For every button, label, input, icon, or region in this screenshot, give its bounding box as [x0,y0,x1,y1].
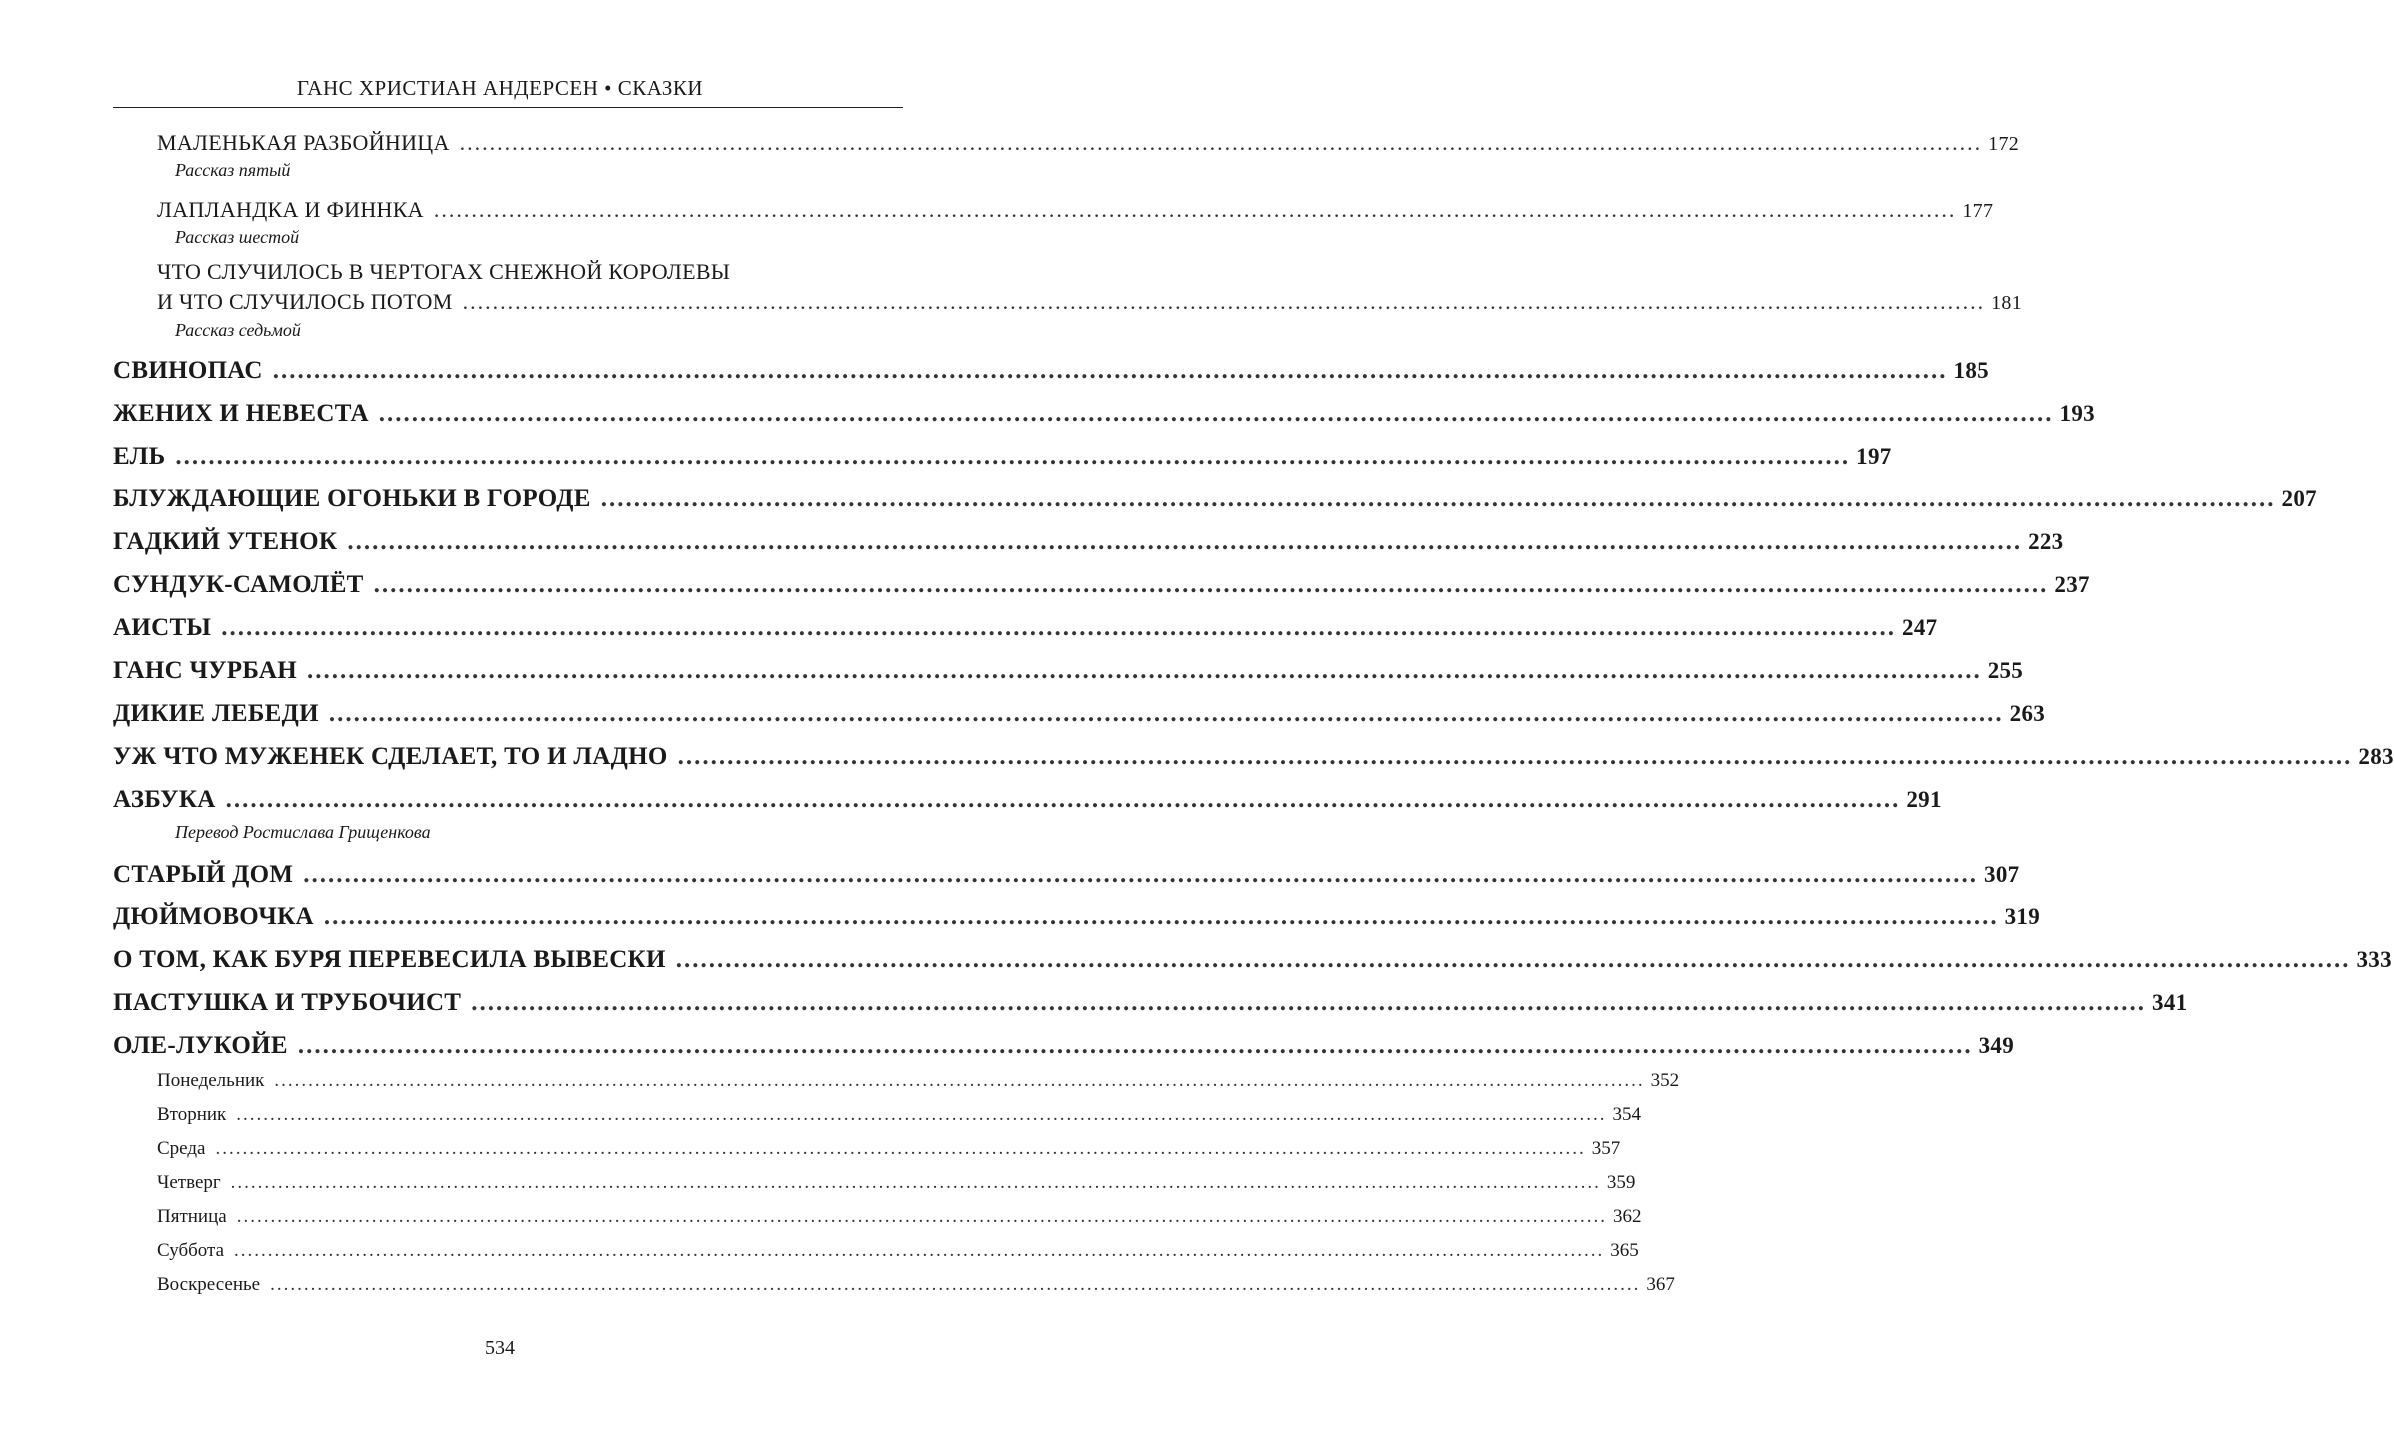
leader-dots: ........................................................................................................................................................................................................... [272,357,1948,384]
toc-day-page: 357 [1591,1138,1621,1159]
leader-dots: ........................................................................................................................................................................................................... [328,700,2004,727]
toc-entry[interactable] [113,989,2188,1017]
toc-entry-title: ЕЛЬ [113,443,166,470]
toc-entry-page: 341 [2152,990,2188,1015]
toc-subentry-note: Рассказ шестой [175,227,300,247]
toc-subentry[interactable] [157,289,2022,315]
toc-subentry-page: 172 [1988,133,2020,155]
leader-dots: ........................................................................................................................................................................................................... [306,657,1982,684]
toc-entry-title: ДИКИЕ ЛЕБЕДИ [113,700,319,727]
toc-day-page: 354 [1612,1104,1642,1125]
toc-entry[interactable] [113,946,2392,974]
toc-entry-page: 283 [2358,744,2394,769]
toc-entry-page: 207 [2281,486,2317,511]
leader-dots: ........................................................................................................................................................................................................... [270,1274,1641,1295]
toc-day-entry[interactable] [157,1274,1675,1296]
toc-day-page: 359 [1606,1172,1636,1193]
running-header: ГАНС ХРИСТИАН АНДЕРСЕН • СКАЗКИ [296,76,704,100]
leader-dots: ........................................................................................................................................................................................................... [347,528,2023,555]
leader-dots: ........................................................................................................................................................................................................... [225,786,1901,813]
toc-day-title: Понедельник [157,1070,265,1091]
toc-entry[interactable] [113,571,2090,599]
toc-entry[interactable] [113,528,2064,556]
toc-entry[interactable] [113,357,1989,385]
toc-entry-page: 185 [1953,358,1989,383]
leader-dots: ........................................................................................................................................................................................................... [373,571,2049,598]
toc-entry-title: ОЛЕ-ЛУКОЙЕ [113,1032,288,1059]
toc-entry-title: О ТОМ, КАК БУРЯ ПЕРЕВЕСИЛА ВЫВЕСКИ [113,946,666,973]
toc-entry-page: 263 [2009,701,2046,726]
toc-entry-title: ЖЕНИХ И НЕВЕСТА [113,400,369,427]
toc-entry-page: 291 [1906,787,1942,812]
toc-entry[interactable] [113,443,1892,471]
toc-entry[interactable] [113,786,1942,814]
toc-subentry-page: 177 [1962,200,1994,222]
toc-day-entry[interactable] [157,1206,1642,1228]
toc-subentry[interactable] [157,197,1994,223]
toc-entry-page: 333 [2356,947,2392,972]
toc-subentry-title: МАЛЕНЬКАЯ РАЗБОЙНИЦА [157,130,450,155]
toc-entry-title: СУНДУК-САМОЛЁТ [113,571,364,598]
toc-entry-page: 255 [1987,658,2024,683]
toc-day-entry[interactable] [157,1138,1621,1160]
leader-dots: ........................................................................................................................................................................................................... [675,946,2351,973]
toc-entry-title: ДЮЙМОВОЧКА [113,903,314,930]
toc-entry-title: БЛУЖДАЮЩИЕ ОГОНЬКИ В ГОРОДЕ [113,485,591,512]
toc-day-page: 362 [1612,1206,1642,1227]
toc-day-page: 367 [1646,1274,1675,1295]
toc-entry-title: ПАСТУШКА И ТРУБОЧИСТ [113,989,462,1016]
toc-entry-page: 247 [1902,615,1938,640]
toc-entry[interactable] [113,1032,2015,1060]
toc-day-title: Воскресенье [157,1274,261,1295]
toc-day-title: Четверг [157,1172,221,1193]
toc-entry[interactable] [113,700,2046,728]
toc-entry[interactable] [113,861,2020,889]
toc-subentry-page: 181 [1991,292,2022,314]
toc-day-title: Вторник [157,1104,227,1125]
header-rule [113,107,903,108]
leader-dots: ........................................................................................................................................................................................................... [433,197,1957,222]
toc-entry-page: 197 [1856,444,1892,469]
toc-entry-title: ГАНС ЧУРБАН [113,657,297,684]
toc-entry-page: 237 [2054,572,2090,597]
leader-dots: ........................................................................................................................................................................................................... [230,1172,1601,1193]
toc-entry-title: СВИНОПАС [113,357,263,384]
leader-dots: ........................................................................................................................................................................................................... [236,1104,1607,1125]
toc-day-entry[interactable] [157,1172,1636,1194]
toc-subentry-title: ЛАПЛАНДКА И ФИННКА [157,197,424,222]
leader-dots: ........................................................................................................................................................................................................... [471,989,2147,1016]
toc-day-title: Пятница [157,1206,227,1227]
toc-entry-title: АИСТЫ [113,614,212,641]
leader-dots: ........................................................................................................................................................................................................... [600,485,2276,512]
leader-dots: ........................................................................................................................................................................................................... [175,443,1851,470]
toc-entry-page: 223 [2028,529,2064,554]
toc-day-page: 365 [1610,1240,1639,1261]
toc-entry-page: 307 [1984,862,2020,887]
leader-dots: ........................................................................................................................................................................................................... [297,1032,1973,1059]
leader-dots: ........................................................................................................................................................................................................... [677,743,2353,770]
leader-dots: ........................................................................................................................................................................................................... [459,130,1983,155]
toc-entry-page: 349 [1978,1033,2015,1058]
toc-subentry-title: И ЧТО СЛУЧИЛОСЬ ПОТОМ [157,289,453,314]
toc-day-page: 352 [1650,1070,1680,1091]
toc-subentry-note: Рассказ пятый [175,160,291,180]
leader-dots: ........................................................................................................................................................................................................... [378,400,2054,427]
toc-subentry-note: Рассказ седьмой [175,320,301,340]
toc-entry[interactable] [113,485,2317,513]
toc-entry[interactable] [113,400,2095,428]
toc-entry-title: СТАРЫЙ ДОМ [113,861,294,888]
leader-dots: ........................................................................................................................................................................................................... [323,903,1999,930]
toc-day-entry[interactable] [157,1104,1642,1126]
toc-subentry-title-line1[interactable]: ЧТО СЛУЧИЛОСЬ В ЧЕРТОГАХ СНЕЖНОЙ КОРОЛЕВЫ [157,259,731,284]
leader-dots: ........................................................................................................................................................................................................... [221,614,1897,641]
toc-entry[interactable] [113,743,2394,771]
toc-day-entry[interactable] [157,1240,1639,1262]
toc-entry-page: 193 [2059,401,2095,426]
leader-dots: ........................................................................................................................................................................................................... [236,1206,1607,1227]
toc-entry-title: АЗБУКА [113,786,216,813]
page-number: 534 [485,1337,515,1359]
toc-entry[interactable] [113,614,1938,642]
toc-day-entry[interactable] [157,1070,1680,1092]
leader-dots: ........................................................................................................................................................................................................... [303,861,1979,888]
leader-dots: ........................................................................................................................................................................................................... [462,289,1986,314]
leader-dots: ........................................................................................................................................................................................................... [215,1138,1586,1159]
translator-note: Перевод Ростислава Грищенкова [175,822,431,842]
toc-entry-title: ГАДКИЙ УТЕНОК [113,528,338,555]
leader-dots: ........................................................................................................................................................................................................... [234,1240,1605,1261]
toc-subentry[interactable] [157,130,2020,156]
leader-dots: ........................................................................................................................................................................................................... [274,1070,1645,1091]
toc-day-title: Суббота [157,1240,225,1261]
toc-entry[interactable] [113,657,2024,685]
toc-day-title: Среда [157,1138,206,1159]
toc-entry-title: УЖ ЧТО МУЖЕНЕК СДЕЛАЕТ, ТО И ЛАДНО [113,743,668,770]
toc-entry[interactable] [113,903,2041,931]
toc-entry-page: 319 [2004,904,2041,929]
